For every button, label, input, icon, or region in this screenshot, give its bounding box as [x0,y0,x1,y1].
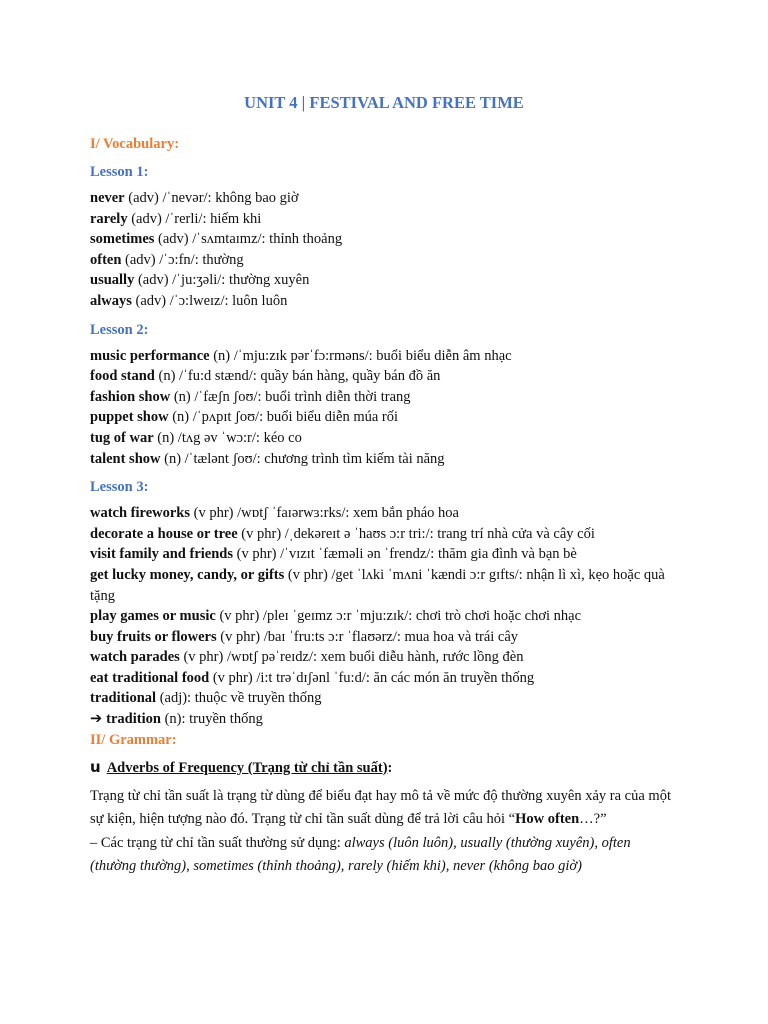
list-item: watch parades (v phr) /wɒtʃ pəˈreɪdz/: xem buổi diễu hành, rước lồng đèn [90,649,524,666]
arrow-right-icon: ➔ [90,711,103,728]
list-item: never (adv) /ˈnevər/: không bao giờ [90,190,299,206]
list-item: buy fruits or flowers (v phr) /baɪ ˈfru:ts ɔ:r ˈflaʊərz/: mua hoa và trái cây [90,628,519,645]
list-item: music performance (n) /ˈmju:zɪk pərˈfɔ:rməns/: buổi biểu diễn âm nhạc [90,347,512,364]
list-item: ➔ tradition (n): truyền thống [90,711,263,728]
grammar-topic: u Adverbs of Frequency (Trạng từ chỉ tần suất): [90,757,393,776]
grammar-topic-title: Adverbs of Frequency (Trạng từ chỉ tần suất) [106,759,388,776]
list-item: often (adv) /ˈɔ:fn/: thường [90,251,244,268]
list-item: play games or music (v phr) /pleɪ ˈgeɪmz ɔ:r ˈmju:zɪk/: chơi trò chơi hoặc chơi nhạc [90,608,582,625]
lesson-3-heading: Lesson 3: [90,479,149,496]
grammar-heading: II/ Grammar: [90,731,177,748]
list-item: decorate a house or tree (v phr) /ˌdekəreɪt ə ˈhaʊs ɔ:r tri:/: trang trí nhà cửa và cây cối [90,525,595,542]
list-item: rarely (adv) /ˈrerli/: hiếm khi [90,210,262,227]
list-item: eat traditional food (v phr) /i:t trəˈdɪʃənl ˈfu:d/: ăn các món ăn truyền thống [90,669,535,686]
lesson-2-heading: Lesson 2: [90,321,149,338]
list-item: always (adv) /ˈɔ:lweɪz/: luôn luôn [90,292,288,309]
lesson-1-list [90,188,680,312]
grammar-examples: – Các trạng từ chỉ tần suất thường sử dụng: always (luôn luôn), usually (thường xuyên), often (thường thường), sometimes (thỉnh thoảng), rarely (hiếm khi), never (không bao giờ) [90,834,631,875]
list-item: fashion show (n) /ˈfæʃn ʃoʊ/: buổi trình diễn thời trang [90,388,411,405]
list-item: sometimes (adv) /ˈsʌmtaɪmz/: thỉnh thoảng [90,231,343,248]
list-item: talent show (n) /ˈtælənt ʃoʊ/: chương trình tìm kiếm tài năng [90,450,445,467]
list-item: puppet show (n) /ˈpʌpɪt ʃoʊ/: buổi biểu diễn múa rối [90,409,399,426]
list-item: watch fireworks (v phr) /wɒtʃ ˈfaɪərwɜ:rks/: xem bắn pháo hoa [90,505,459,522]
list-item: tug of war (n) /tʌg əv ˈwɔ:r/: kéo co [90,429,302,446]
document-body [90,134,680,879]
page-title: UNIT 4 | FESTIVAL AND FREE TIME [244,93,524,112]
bullet-icon: u [90,757,101,776]
list-item: food stand (n) /ˈfu:d stænd/: quầy bán hàng, quầy bán đồ ăn [90,368,441,385]
lesson-3-list [90,503,680,730]
lesson-2-list [90,346,680,470]
list-item: usually (adv) /ˈju:ʒəli/: thường xuyên [90,272,310,289]
vocabulary-heading: I/ Vocabulary: [90,136,180,152]
list-item: get lucky money, candy, or gifts (v phr) /get ˈlʌki ˈmʌni ˈkændi ɔ:r gɪfts/: nhận lì xì, kẹo hoặc quà tặng [90,566,665,604]
list-item: traditional (adj): thuộc về truyền thống [90,690,322,707]
grammar-definition: Trạng từ chỉ tần suất là trạng từ dùng để biểu đạt hay mô tả về mức độ thường xuyên xảy ra của một sự kiện, hiện tượng nào đó. Trạng từ chỉ tần suất dùng để trả lời câu hỏi “How often…?” [90,787,671,828]
list-item: visit family and friends (v phr) /ˈvɪzɪt ˈfæməli ən ˈfrendz/: thăm gia đình và bạn bè [90,546,577,563]
lesson-1-heading: Lesson 1: [90,164,149,180]
